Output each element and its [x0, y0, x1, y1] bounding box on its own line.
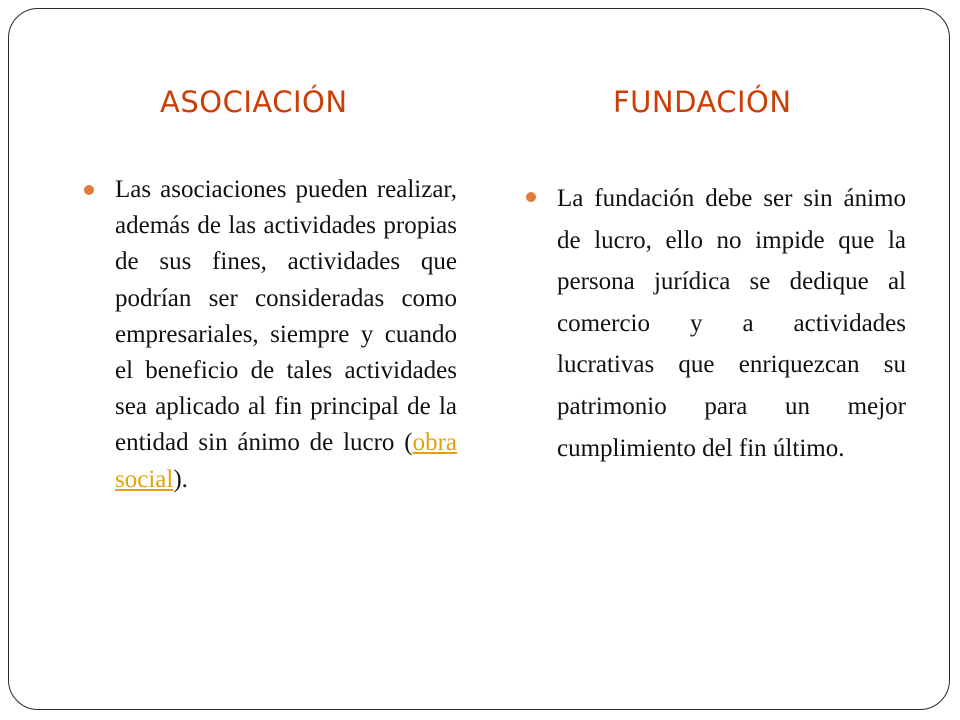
- bullet-dot-icon: [526, 192, 536, 202]
- fundacion-paragraph: La fundación debe ser sin ánimo de lucro, ello no impide que la persona jurídica se dedique al comercio y a actividades lucrativas que enriquezcan su patrimonio para un mejor cumplimiento del fin último.: [557, 185, 906, 462]
- bullet-dot-icon: [84, 185, 94, 195]
- asociacion-text: Las asociaciones pueden realizar, además de las actividades propias de sus fines, actividades que podrían ser consideradas como empresariales, siempre y cuando el beneficio de tales actividades sea aplicado al fin principal de la entidad sin ánimo de lucro (: [115, 176, 457, 457]
- heading-fundacion: FUNDACIÓN: [613, 85, 792, 119]
- fundacion-bullet-item: [526, 178, 906, 469]
- obra-social-link[interactable]: obra social: [115, 429, 457, 493]
- asociacion-column: [84, 172, 457, 498]
- asociacion-text-end: ).: [173, 465, 188, 493]
- heading-asociacion: ASOCIACIÓN: [160, 85, 348, 119]
- fundacion-column: [526, 178, 906, 469]
- asociacion-bullet-item: [84, 172, 457, 498]
- asociacion-paragraph: [115, 172, 457, 498]
